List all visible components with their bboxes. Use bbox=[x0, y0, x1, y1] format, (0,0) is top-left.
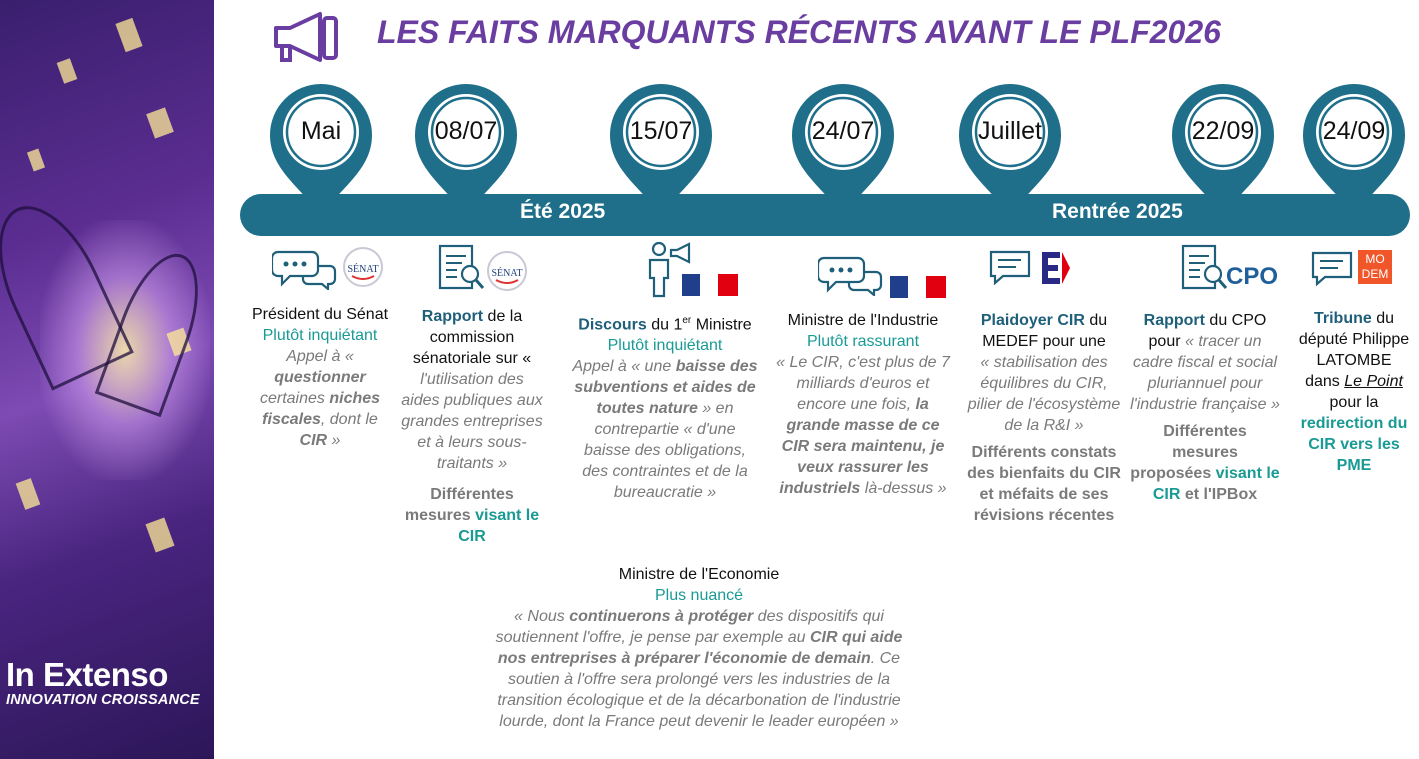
event-measures: Différentes mesures proposées visant le CIR et l'IPBox bbox=[1130, 423, 1280, 503]
season-autumn: Rentrée 2025 bbox=[1052, 200, 1183, 223]
senat-logo bbox=[342, 246, 384, 288]
message-icon bbox=[988, 249, 1032, 285]
side-banner bbox=[0, 0, 214, 759]
event-measures: Différents constats des bienfaits du CIR et méfaits de ses révisions récentes bbox=[967, 444, 1121, 524]
event-senat-president bbox=[250, 304, 390, 451]
event-economy-minister bbox=[484, 564, 914, 732]
event-industry-minister bbox=[774, 310, 952, 499]
french-republic-logo bbox=[682, 274, 738, 296]
timeline-date: 24/07 bbox=[811, 117, 875, 145]
document-search-icon bbox=[437, 243, 485, 293]
event-actor: Président du Sénat bbox=[251, 306, 389, 323]
event-description: Rapport du CPO pour « tracer un cadre fiscal et social pluriannuel pour l'industrie française » bbox=[1130, 312, 1280, 413]
event-prime-minister bbox=[570, 310, 760, 503]
event-description: Tribune du député Philippe LATOMBE dans Le Point pour la redirection du CIR vers les PME bbox=[1298, 310, 1410, 474]
page-title: LES FAITS MARQUANTS RÉCENTS AVANT LE PLF2026 bbox=[377, 14, 1221, 50]
message-icon-2 bbox=[1310, 250, 1354, 286]
event-description: Rapport de la commission sénatoriale sur « l'utilisation des aides publiques aux grandes entreprises et à leurs sous-traitants » bbox=[401, 308, 543, 472]
svg-text:SÉNAT: SÉNAT bbox=[491, 268, 523, 279]
brand-tagline: INNOVATION CROISSANCE bbox=[6, 692, 200, 708]
timeline-date: 24/09 bbox=[1322, 117, 1386, 145]
timeline-pin bbox=[1168, 80, 1278, 220]
megaphone-icon bbox=[272, 10, 348, 66]
timeline-pin bbox=[788, 80, 898, 220]
timeline-date: 08/07 bbox=[434, 117, 498, 145]
event-medef bbox=[966, 310, 1122, 526]
senat-logo-2 bbox=[486, 250, 528, 292]
timeline-pin bbox=[411, 80, 521, 220]
event-quote: Appel à « questionner certaines niches fiscales, dont le CIR » bbox=[259, 348, 381, 449]
event-tone: Plutôt rassurant bbox=[806, 333, 920, 350]
event-quote: « Nous continuerons à protéger des dispositifs qui soutiennent l'offre, je pense par exemple au CIR qui aide nos entreprises à préparer l'économie de demain. Ce soutien à l'offre sera prolongé vers les industries de la transition écologique et de la décarbonation de l'industrie lourde, dont la France peut devenir le leader européen » bbox=[495, 608, 903, 730]
brand-logo bbox=[6, 656, 200, 708]
event-senate-report bbox=[400, 306, 544, 547]
timeline-date: Juillet bbox=[978, 117, 1042, 145]
season-summer: Été 2025 bbox=[520, 200, 606, 223]
chat-icon-2 bbox=[818, 252, 884, 296]
event-latombe-tribune bbox=[1298, 308, 1410, 476]
french-republic-logo-2 bbox=[890, 276, 946, 298]
modem-logo: MO DEM bbox=[1358, 250, 1392, 284]
event-description: Plaidoyer CIR du MEDEF pour une bbox=[980, 312, 1108, 350]
timeline-pin bbox=[955, 80, 1065, 220]
event-cpo-report bbox=[1130, 310, 1280, 505]
document-search-icon-2 bbox=[1180, 243, 1228, 293]
event-quote: « stabilisation des équilibres du CIR, pilier de l'écosystème de la R&I » bbox=[967, 354, 1121, 434]
timeline-date: Mai bbox=[300, 117, 342, 145]
timeline-date: 15/07 bbox=[629, 117, 693, 145]
event-quote: Appel à « une baisse des subventions et aides de toutes nature » en contrepartie « d'une baisse des obligations, des contraintes et de la bureaucratie » bbox=[572, 358, 758, 502]
event-quote: « Le CIR, c'est plus de 7 milliards d'euros et encore une fois, la grande masse de ce CIR sera maintenu, je veux rassurer les industriels là-dessus » bbox=[776, 354, 950, 497]
timeline-date: 22/09 bbox=[1191, 117, 1255, 145]
event-actor: Ministre de l'Economie bbox=[618, 566, 780, 583]
event-description: Discours du 1er Ministre bbox=[578, 315, 752, 334]
brand-name: In Extenso bbox=[6, 656, 168, 693]
svg-text:SÉNAT: SÉNAT bbox=[347, 264, 379, 275]
cpo-logo: CPO bbox=[1226, 263, 1279, 290]
event-actor: Ministre de l'Industrie bbox=[787, 312, 939, 329]
medef-logo bbox=[1038, 250, 1072, 286]
timeline-pin bbox=[1299, 80, 1409, 220]
timeline-pin bbox=[266, 80, 376, 220]
event-tone: Plutôt inquiétant bbox=[262, 327, 378, 344]
event-measures: Différentes mesures visant le CIR bbox=[404, 486, 540, 545]
timeline-pin bbox=[606, 80, 716, 220]
event-tone: Plus nuancé bbox=[654, 587, 744, 604]
chat-icon bbox=[272, 246, 338, 290]
event-tone: Plutôt inquiétant bbox=[607, 337, 723, 355]
